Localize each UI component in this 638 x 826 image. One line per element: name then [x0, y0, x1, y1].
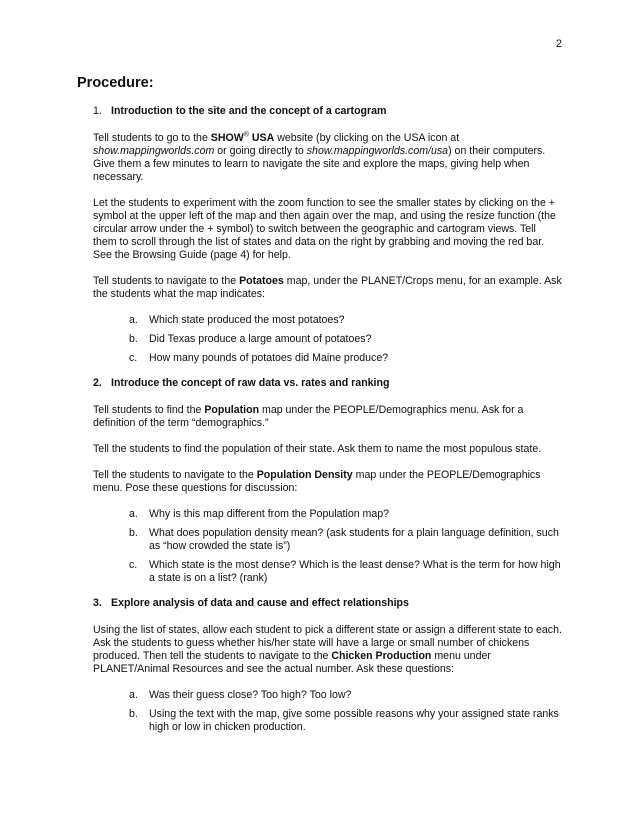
section-1-paragraph-3: Tell students to navigate to the Potatoes map, under the PLANET/Crops menu, for an example. Ask the students what the map indicates:	[93, 275, 562, 300]
section-1	[77, 105, 562, 365]
section-2-heading	[93, 377, 562, 390]
section-2-paragraph-3: Tell the students to navigate to the Population Density map under the PEOPLE/Demographics menu. Pose these questions for discussion:	[93, 469, 541, 494]
list-item: c. How many pounds of potatoes did Maine produce?	[129, 352, 389, 364]
chicken-production-menu-name: Chicken Production	[331, 650, 432, 662]
list-item: b. Using the text with the map, give some possible reasons why your assigned state ranks high or low in chicken production.	[129, 708, 559, 733]
section-1-heading	[93, 105, 562, 118]
section-1-question-list	[77, 314, 562, 365]
procedure-heading: Procedure:	[77, 75, 154, 91]
document-body	[77, 74, 562, 746]
show-brand: SHOW	[210, 132, 244, 144]
list-item: a. Was their guess close? Too high? Too low?	[129, 689, 352, 701]
section-1-paragraph-1: Tell students to go to the SHOW® USA website (by clicking on the USA icon at show.mappingworlds.com or going directly to show.mappingworlds.com/usa) on their computers. Give them a few minutes to learn to navigate the site and explore the maps, giving help when necessary.	[93, 131, 546, 183]
section-2-paragraph-2: Tell the students to find the population of their state. Ask them to name the most populous state.	[93, 443, 542, 455]
section-3-number: 3.	[93, 597, 102, 609]
list-item: a. Which state produced the most potatoes?	[129, 314, 345, 326]
section-1-number: 1.	[93, 105, 102, 117]
population-density-map-name: Population Density	[256, 469, 353, 481]
section-2-question-list	[77, 508, 562, 585]
list-item: c. Which state is the most dense? Which is the least dense? What is the term for how high a state is on a list? (rank)	[129, 559, 561, 584]
section-3	[77, 597, 562, 734]
list-item: a. Why is this map different from the Population map?	[129, 508, 390, 520]
page-number: 2	[555, 38, 562, 50]
section-3-heading	[93, 597, 562, 610]
population-map-name: Population	[204, 404, 260, 416]
registered-mark: ®	[243, 131, 249, 139]
potatoes-map-name: Potatoes	[239, 275, 284, 287]
section-2-title: Introduce the concept of raw data vs. rates and ranking	[111, 377, 390, 389]
section-2-number: 2.	[93, 377, 102, 389]
list-item: b. Did Texas produce a large amount of potatoes?	[129, 333, 372, 345]
list-item: b. What does population density mean? (ask students for a plain language definition, such as “how crowded the state is”)	[129, 527, 559, 552]
section-1-title: Introduction to the site and the concept of a cartogram	[111, 105, 387, 117]
section-2	[77, 377, 562, 585]
url-show-mappingworlds: show.mappingworlds.com	[93, 145, 215, 157]
section-3-paragraph-1: Using the list of states, allow each student to pick a different state or assign a different state to each. Ask the students to guess whether his/her state will have a large or small number of chickens produced. Then tell the students to navigate to the Chicken Production menu under PLANET/Animal Resources and see the actual number. Ask these questions:	[93, 624, 562, 675]
section-2-paragraph-1: Tell students to find the Population map under the PEOPLE/Demographics menu. Ask for a definition of the term “demographics.”	[93, 404, 524, 429]
section-3-title: Explore analysis of data and cause and effect relationships	[111, 597, 409, 609]
section-1-paragraph-2: Let the students to experiment with the zoom function to see the smaller states by clicking on the + symbol at the upper left of the map and then again over the map, and using the resize function (the circular arrow under the + symbol) to switch between the geographic and cartogram views. Tell them to scroll through the list of states and data on the right by grabbing and moving the red bar. See the Browsing Guide (page 4) for help.	[93, 197, 556, 261]
section-3-question-list	[77, 689, 562, 734]
url-show-mappingworlds-usa: show.mappingworlds.com/usa	[306, 145, 449, 157]
